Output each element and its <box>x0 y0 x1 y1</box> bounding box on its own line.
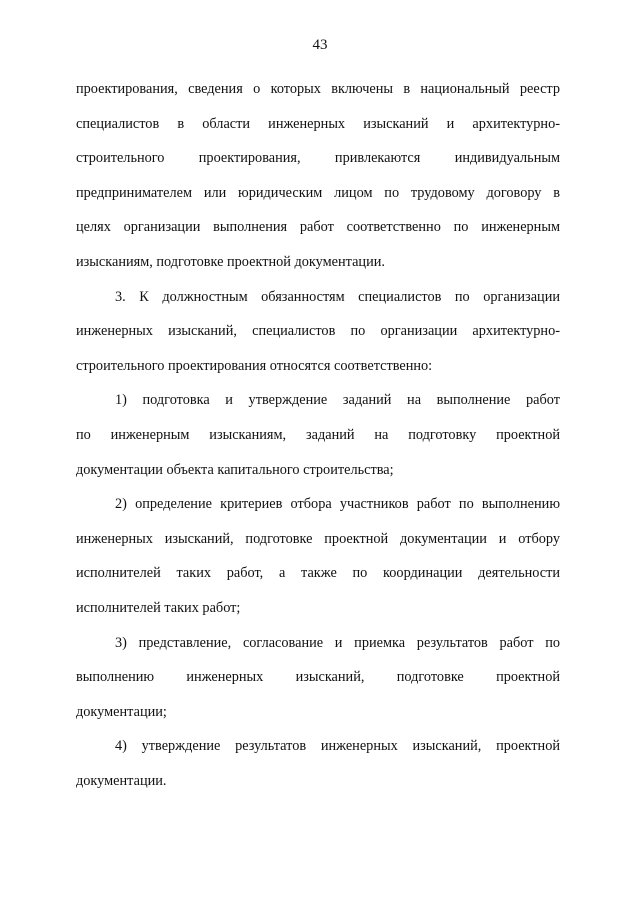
document-body <box>76 72 560 798</box>
text-line: документации; <box>76 703 167 720</box>
list-item-2 <box>76 487 560 625</box>
text-line: изысканиям, подготовке проектной документации. <box>76 253 385 270</box>
text-line: 3) представление, согласование и приемка результатов работ по <box>115 634 560 651</box>
text-line: инженерных изысканий, подготовке проектной документации и отбору <box>76 530 560 547</box>
text-line: документации. <box>76 772 167 789</box>
text-line: строительного проектирования, привлекаются индивидуальным <box>76 150 560 167</box>
paragraph-section-3 <box>76 280 560 384</box>
text-line: предпринимателем или юридическим лицом по трудовому договору в <box>76 184 560 201</box>
page-number: 43 <box>312 37 328 53</box>
text-line: целях организации выполнения работ соответственно по инженерным <box>76 219 560 236</box>
text-line: 4) утверждение результатов инженерных изысканий, проектной <box>115 738 560 755</box>
text-line: проектирования, сведения о которых включены в национальный реестр <box>76 81 560 97</box>
text-line: 2) определение критериев отбора участников работ по выполнению <box>115 496 560 513</box>
list-item-1 <box>76 383 560 487</box>
text-line: 1) подготовка и утверждение заданий на выполнение работ <box>115 392 560 409</box>
text-line: документации объекта капитального строительства; <box>76 461 394 478</box>
text-line: специалистов в области инженерных изысканий и архитектурно- <box>76 115 560 132</box>
text-line: строительного проектирования относятся соответственно: <box>76 357 433 374</box>
text-line: 3. К должностным обязанностям специалистов по организации <box>115 288 560 305</box>
paragraph-continuation <box>76 72 560 280</box>
text-line: исполнителей таких работ; <box>76 599 241 616</box>
text-line: инженерных изысканий, специалистов по организации архитектурно- <box>76 323 560 340</box>
list-item-3 <box>76 626 560 730</box>
text-line: исполнителей таких работ, а также по координации деятельности <box>76 565 560 582</box>
text-line: по инженерным изысканиям, заданий на подготовку проектной <box>76 426 560 443</box>
list-item-4 <box>76 729 560 798</box>
text-line: выполнению инженерных изысканий, подготовке проектной <box>76 669 560 686</box>
